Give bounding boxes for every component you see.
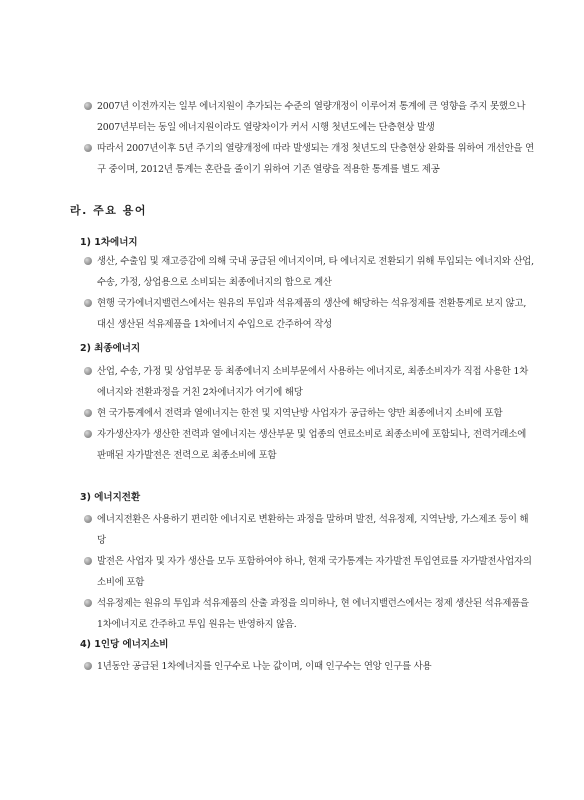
bullet-icon — [84, 367, 92, 375]
bullet-icon — [84, 144, 92, 152]
list-item: 1년동안 공급된 1차에너지를 인구수로 나눈 값이며, 이때 인구수는 연앙 인구를 사용 — [0, 656, 584, 677]
list-item: 에너지전환은 사용하기 편리한 에너지로 변환하는 과정을 말하며 발전, 석유정제, 지역난방, 가스제조 등이 해당 — [0, 509, 584, 551]
bullet-icon — [84, 599, 92, 607]
list-item: 생산, 수출입 및 재고증감에 의해 국내 공급된 에너지이며, 타 에너지로 전환되기 위해 투입되는 에너지와 산업, 수송, 가정, 상업용으로 소비되는 최종에너지의 합으로 계산 — [0, 251, 584, 293]
term-title-primary-energy: 1) 1차에너지 — [80, 237, 138, 248]
list-item: 현 국가통계에서 전력과 열에너지는 한전 및 지역난방 사업자가 공급하는 양만 최종에너지 소비에 포함 — [0, 403, 584, 424]
list-item: 석유정제는 원유의 투입과 석유제품의 산출 과정을 의미하나, 현 에너지밸런스에서는 정제 생산된 석유제품을 1차에너지로 간주하고 투입 원유는 반영하지 않음. — [0, 593, 584, 635]
term-bullets-final-energy — [0, 361, 584, 466]
term-bullets-primary-energy — [0, 251, 584, 335]
list-item: 현행 국가에너지밸런스에서는 원유의 투입과 석유제품의 생산에 해당하는 석유정제를 전환통계로 보지 않고, 대신 생산된 석유제품을 1차에너지 수입으로 간주하여 작성 — [0, 293, 584, 335]
term-title-per-capita-energy: 4) 1인당 에너지소비 — [80, 639, 169, 650]
bullet-icon — [84, 557, 92, 565]
list-item: 자가생산자가 생산한 전력과 열에너지는 생산부문 및 업종의 연료소비로 최종소비에 포함되나, 전력거래소에 판매된 자가발전은 전력으로 최종소비에 포함 — [0, 424, 584, 466]
term-bullets-energy-conversion — [0, 509, 584, 635]
intro-bullets — [0, 96, 584, 180]
bullet-icon — [84, 102, 92, 110]
bullet-icon — [84, 662, 92, 670]
bullet-icon — [84, 430, 92, 438]
term-title-energy-conversion: 3) 에너지전환 — [80, 492, 141, 503]
term-title-final-energy: 2) 최종에너지 — [80, 343, 141, 354]
bullet-icon — [84, 257, 92, 265]
bullet-icon — [84, 409, 92, 417]
section-title: 라. 주요 용어 — [70, 204, 147, 217]
bullet-icon — [84, 515, 92, 523]
list-item: 따라서 2007년이후 5년 주기의 열량개정에 따라 발생되는 개정 첫년도의 단층현상 완화를 위하여 개선안을 연구 중이며, 2012년 통계는 혼란을 줄이기 위하여 기존 열량을 적용한 통계를 별도 제공 — [0, 138, 584, 180]
list-item: 발전은 사업자 및 자가 생산을 모두 포함하여야 하나, 현재 국가통계는 자가발전 투입연료를 자가발전사업자의 소비에 포함 — [0, 551, 584, 593]
term-bullets-per-capita-energy — [0, 656, 584, 677]
list-item: 2007년 이전까지는 일부 에너지원이 추가되는 수준의 열량개정이 이루어져 통계에 큰 영향을 주지 못했으나 2007년부터는 동일 에너지원이라도 열량차이가 커서 시행 첫년도에는 단층현상 발생 — [0, 96, 584, 138]
bullet-icon — [84, 299, 92, 307]
list-item: 산업, 수송, 가정 및 상업부문 등 최종에너지 소비부문에서 사용하는 에너지로, 최종소비자가 직접 사용한 1차에너지와 전환과정을 거친 2차에너지가 여기에 해당 — [0, 361, 584, 403]
